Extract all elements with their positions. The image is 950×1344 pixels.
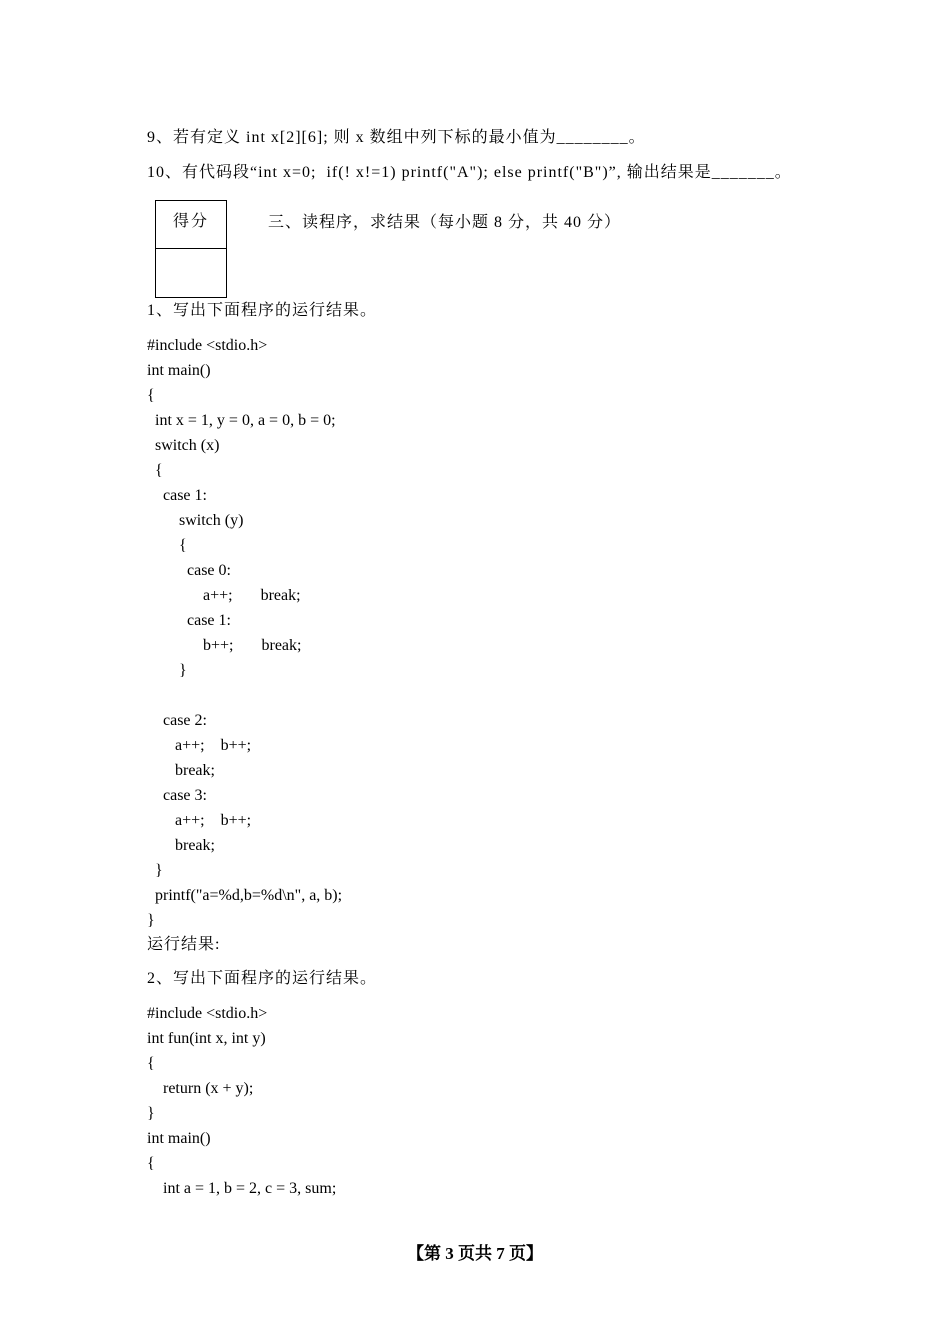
code-line: { (147, 537, 187, 554)
code-line: break; (147, 762, 215, 779)
code-line: return (x + y); (147, 1080, 254, 1097)
code-line: { (147, 1055, 155, 1072)
code-line: } (147, 862, 163, 879)
page-footer: 【第 3 页共 7 页】 (407, 1244, 543, 1263)
code-line: case 1: (147, 487, 207, 504)
code-line: #include <stdio.h> (147, 1005, 268, 1022)
code-line: b++; break; (147, 637, 302, 654)
code-line: a++; break; (147, 587, 301, 604)
code-line: { (147, 387, 155, 404)
code-line: } (147, 912, 155, 929)
question-9: 9、若有定义 int x[2][6]; 则 x 数组中列下标的最小值为________。 (147, 129, 646, 146)
code-line: } (147, 662, 187, 679)
code-line: } (147, 1105, 155, 1122)
code-line: switch (x) (147, 437, 220, 454)
q1-result-label: 运行结果: (147, 936, 221, 953)
question-10: 10、有代码段“int x=0; if(! x!=1) printf("A"); else printf("B")”, 输出结果是_______。 (147, 164, 792, 181)
code-line: { (147, 462, 163, 479)
code-line: case 0: (147, 562, 231, 579)
q2-prompt: 2、写出下面程序的运行结果。 (147, 970, 378, 987)
code-line: a++; b++; (147, 737, 252, 754)
code-line: switch (y) (147, 512, 244, 529)
score-label: 得分 (156, 201, 226, 249)
code-line: case 3: (147, 787, 207, 804)
code-line: a++; b++; (147, 812, 252, 829)
section-title: 三、读程序，求结果（每小题 8 分，共 40 分） (268, 214, 622, 231)
code-line: { (147, 1155, 155, 1172)
code-line: case 2: (147, 712, 207, 729)
code-line: int x = 1, y = 0, a = 0, b = 0; (147, 412, 336, 429)
code-line: int fun(int x, int y) (147, 1030, 266, 1047)
code-line: int main() (147, 362, 211, 379)
code-line: printf("a=%d,b=%d\n", a, b); (147, 887, 343, 904)
q1-prompt: 1、写出下面程序的运行结果。 (147, 302, 378, 319)
code-line: case 1: (147, 612, 231, 629)
score-box (155, 200, 227, 298)
code-line: int main() (147, 1130, 211, 1147)
code-line: int a = 1, b = 2, c = 3, sum; (147, 1180, 337, 1197)
code-line: #include <stdio.h> (147, 337, 268, 354)
code-line: break; (147, 837, 215, 854)
